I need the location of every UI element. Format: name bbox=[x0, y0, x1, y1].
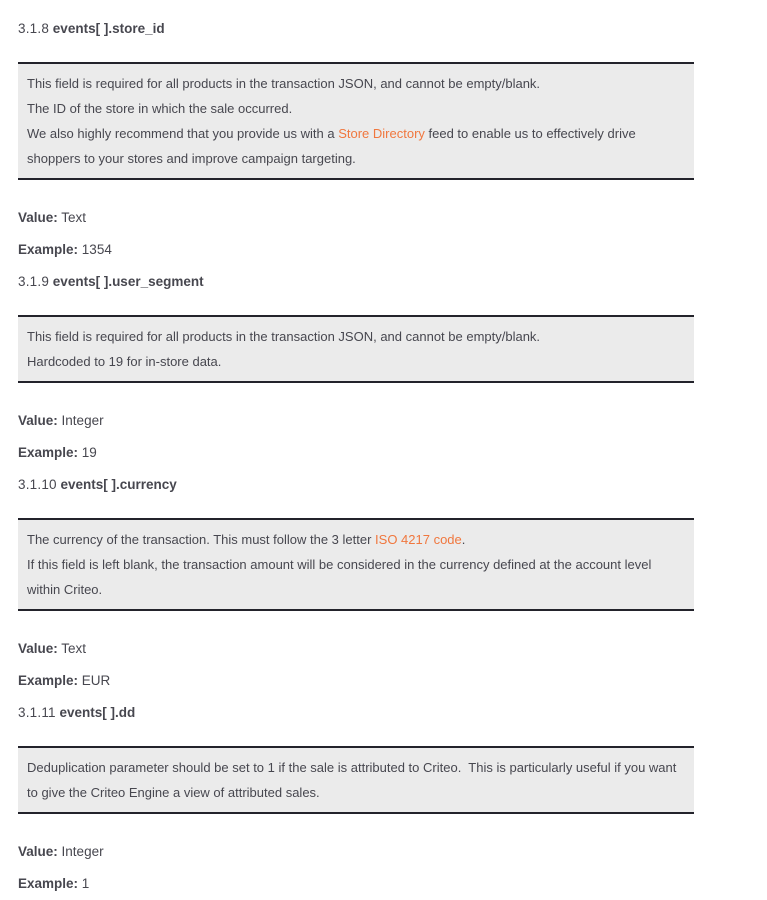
value-type: Text bbox=[61, 641, 87, 656]
description-text: This field is required for all products in the transaction JSON, and cannot be empty/blank. bbox=[27, 329, 541, 344]
field-name: events[ ].currency bbox=[60, 477, 177, 492]
example-label: Example: bbox=[18, 445, 79, 460]
description-paragraph bbox=[27, 324, 682, 349]
description-text: The currency of the transaction. This must follow the 3 letter bbox=[27, 532, 376, 547]
value-type: Integer bbox=[61, 844, 104, 859]
section-number: 3.1.11 bbox=[18, 705, 56, 720]
description-text: Hardcoded to 19 for in-store data. bbox=[27, 354, 222, 369]
field-name: events[ ].user_segment bbox=[52, 274, 204, 289]
section-number: 3.1.10 bbox=[18, 477, 57, 492]
value-line bbox=[18, 209, 694, 226]
description-text: This field is required for all products in the transaction JSON, and cannot be empty/blank. bbox=[27, 76, 541, 91]
value-line bbox=[18, 412, 694, 429]
value-label: Value: bbox=[18, 210, 58, 225]
example-label: Example: bbox=[18, 876, 79, 891]
description-box bbox=[18, 315, 694, 383]
description-paragraph bbox=[27, 349, 682, 374]
description-paragraph bbox=[27, 121, 682, 171]
description-box bbox=[18, 746, 694, 814]
field-name: events[ ].dd bbox=[59, 705, 136, 720]
example-line bbox=[18, 444, 694, 461]
doc-link[interactable]: ISO 4217 code bbox=[375, 532, 462, 547]
documentation-content bbox=[18, 20, 694, 892]
example-value: 19 bbox=[81, 445, 97, 460]
section-number: 3.1.9 bbox=[18, 274, 50, 289]
doc-link[interactable]: Store Directory bbox=[338, 126, 425, 141]
example-value: 1 bbox=[81, 876, 90, 891]
description-paragraph bbox=[27, 552, 682, 602]
section-heading bbox=[18, 476, 694, 493]
section-heading bbox=[18, 20, 694, 37]
value-type: Integer bbox=[61, 413, 104, 428]
description-text: . bbox=[461, 532, 466, 547]
description-text: feed to enable us to effectively drive shoppers to your stores and improve campaign targeting. bbox=[27, 126, 640, 166]
field-section bbox=[18, 20, 694, 258]
field-section bbox=[18, 704, 694, 892]
value-label: Value: bbox=[18, 413, 58, 428]
section-heading bbox=[18, 704, 694, 721]
description-paragraph bbox=[27, 71, 682, 96]
description-text: The ID of the store in which the sale occurred. bbox=[27, 101, 293, 116]
value-line bbox=[18, 640, 694, 657]
example-line bbox=[18, 672, 694, 689]
field-section bbox=[18, 273, 694, 461]
field-section bbox=[18, 476, 694, 689]
description-paragraph bbox=[27, 755, 682, 805]
example-value: 1354 bbox=[81, 242, 112, 257]
description-box bbox=[18, 62, 694, 180]
description-box bbox=[18, 518, 694, 611]
value-label: Value: bbox=[18, 641, 58, 656]
description-paragraph bbox=[27, 527, 682, 552]
value-label: Value: bbox=[18, 844, 58, 859]
description-text: Deduplication parameter should be set to 1 if the sale is attributed to Criteo. This is particularly useful if you want to give the Criteo Engine a view of attributed sales. bbox=[27, 760, 680, 800]
description-text: We also highly recommend that you provide us with a bbox=[27, 126, 339, 141]
description-paragraph bbox=[27, 96, 682, 121]
example-label: Example: bbox=[18, 673, 79, 688]
section-number: 3.1.8 bbox=[18, 21, 50, 36]
example-line bbox=[18, 241, 694, 258]
field-name: events[ ].store_id bbox=[52, 21, 165, 36]
example-label: Example: bbox=[18, 242, 79, 257]
description-text: If this field is left blank, the transaction amount will be considered in the currency defined at the account level within Criteo. bbox=[27, 557, 655, 597]
section-heading bbox=[18, 273, 694, 290]
example-line bbox=[18, 875, 694, 892]
value-type: Text bbox=[61, 210, 87, 225]
value-line bbox=[18, 843, 694, 860]
example-value: EUR bbox=[81, 673, 111, 688]
